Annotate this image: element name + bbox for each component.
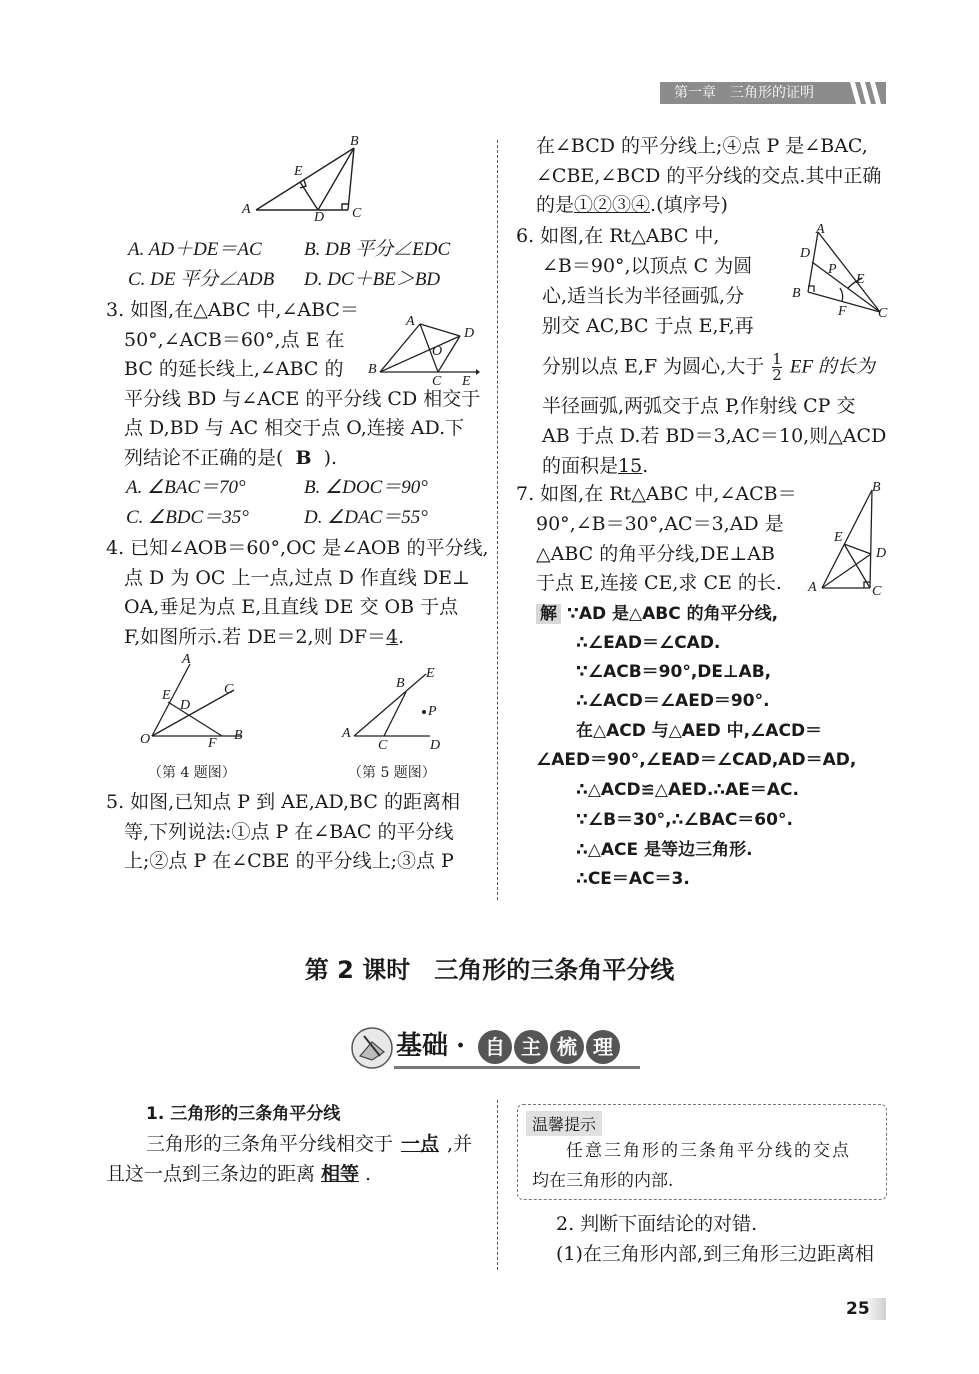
fig5-label-e: E	[426, 666, 435, 681]
q6-line-8	[542, 454, 648, 478]
q2-option-d: D. DC＋BE＞BD	[304, 269, 441, 290]
item1-answer-1: 一点	[401, 1133, 440, 1155]
q6-line-1: 6. 如图,在 Rt△ABC 中,	[516, 225, 720, 247]
q3-line-6	[124, 446, 337, 470]
fig6-label-p: P	[828, 262, 837, 277]
item1-line-1	[146, 1132, 472, 1156]
q6-line-4: 别交 AC,BC 于点 E,F,再	[542, 315, 754, 337]
fig7-label-d: D	[876, 546, 887, 561]
banner-main: 基础	[396, 1031, 449, 1061]
fig4-label-e: E	[162, 688, 171, 703]
page-number: 25	[840, 1298, 886, 1320]
q2-option-a: A. AD＋DE＝AC	[128, 239, 262, 260]
q5-cont-line-1: 在∠BCD 的平分线上;④点 P 是∠BAC,	[536, 135, 868, 157]
figure-q3	[368, 312, 480, 392]
item2-line-1: (1)在三角形内部,到三角形三边距离相	[556, 1243, 874, 1265]
solution-first: ∵AD 是△ABC 的角平分线,	[567, 604, 779, 624]
item1-line2-suffix: .	[365, 1163, 372, 1185]
pen-notebook-icon	[350, 1026, 396, 1070]
solution-line-5: 在△ACD 与△AED 中,∠ACD＝	[576, 721, 823, 741]
q3-answer: B	[295, 447, 312, 469]
item1-line1-prefix: 三角形的三条角平分线相交于	[146, 1133, 394, 1155]
tip-label: 温馨提示	[526, 1111, 602, 1136]
fig4-label-o: O	[140, 732, 151, 747]
q6-line-5	[542, 352, 875, 383]
fig3-label-d: D	[464, 326, 475, 341]
fig7-label-a: A	[808, 580, 817, 595]
fig3-label-b: B	[368, 362, 377, 377]
solution-line-2: ∴∠EAD＝∠CAD.	[576, 633, 721, 653]
solution-line-1	[536, 602, 778, 626]
fig2-label-b: B	[350, 134, 359, 149]
fig2-label-a: A	[242, 202, 251, 217]
q6-line-3: 心,适当长为半径画弧,分	[542, 285, 745, 307]
q3-suffix: ).	[323, 447, 338, 469]
q4-line-1: 4. 已知∠AOB＝60°,OC 是∠AOB 的平分线,	[106, 537, 489, 559]
solution-line-9: ∴△ACE 是等边三角形.	[576, 840, 753, 860]
column-divider-bottom	[497, 1100, 498, 1270]
banner-char-4: 理	[586, 1030, 620, 1064]
q3-option-d: D. ∠DAC＝55°	[304, 507, 428, 528]
fig3-label-c: C	[432, 374, 442, 389]
q3-line-2: 50°,∠ACB＝60°,点 E 在	[124, 329, 345, 351]
fig3-label-e: E	[462, 374, 471, 389]
q5-suffix: .(填序号)	[650, 194, 728, 216]
fig7-label-e: E	[834, 530, 843, 545]
fig4-label-c: C	[224, 682, 234, 697]
solution-label: 解	[536, 604, 561, 624]
q7-line-2: 90°,∠B＝30°,AC＝3,AD 是	[536, 513, 784, 535]
figure-q5	[340, 664, 450, 754]
q3-option-c: C. ∠BDC＝35°	[126, 507, 249, 528]
fig5-label-b: B	[396, 676, 405, 691]
fig6-label-b: B	[792, 286, 801, 301]
fig6-label-d: D	[800, 246, 811, 261]
solution-line-4: ∴∠ACD＝∠AED＝90°.	[576, 691, 770, 711]
q5-line-3: 上;②点 P 在∠CBE 的平分线上;③点 P	[124, 850, 454, 872]
tip-box	[517, 1104, 887, 1200]
fig7-label-c: C	[872, 584, 882, 599]
q6-line-2: ∠B＝90°,以顶点 C 为圆	[542, 255, 753, 277]
solution-line-8: ∵∠B＝30°,∴∠BAC＝60°.	[576, 810, 793, 830]
fig4-label-f: F	[208, 736, 217, 751]
item1-title: 1. 三角形的三条角平分线	[146, 1104, 341, 1124]
item1-line1-suffix: ,并	[447, 1133, 473, 1155]
q3-line-3: BC 的延长线上,∠ABC 的	[124, 358, 344, 380]
q4-answer: 4	[386, 626, 399, 648]
q4-line-3: OA,垂足为点 E,且直线 DE 交 OB 于点	[124, 596, 459, 618]
figure-q2	[238, 134, 368, 228]
q6-frac-num: 1	[772, 350, 782, 368]
solution-line-7: ∴△ACD≌△AED.∴AE＝AC.	[576, 780, 799, 800]
fig2-label-d: D	[314, 210, 325, 225]
fig5-label-p: P	[428, 704, 437, 719]
q4-line-4	[124, 625, 404, 649]
q6-frac-den: 2	[772, 366, 782, 384]
q2-option-b: B. DB 平分∠EDC	[304, 239, 451, 260]
solution-line-6: ∠AED＝90°,∠EAD＝∠CAD,AD＝AD,	[536, 750, 857, 770]
fig6-label-f: F	[838, 304, 847, 319]
banner-char-1: 自	[478, 1030, 512, 1064]
q5-line-2: 等,下列说法:①点 P 在∠BAC 的平分线	[124, 821, 454, 843]
q7-line-1: 7. 如图,在 Rt△ABC 中,∠ACB＝	[516, 483, 797, 505]
q5-prompt: 的是	[536, 194, 575, 216]
column-divider	[497, 140, 498, 900]
header-stripes-icon	[846, 82, 886, 104]
item1-line-2	[106, 1162, 371, 1186]
section-banner	[350, 1024, 640, 1072]
fig6-label-e: E	[856, 272, 865, 287]
q6-prompt: 的面积是	[542, 455, 619, 477]
tip-line-2: 均在三角形的内部.	[532, 1171, 674, 1191]
fig4-label-d: D	[180, 698, 191, 713]
q3-option-a: A. ∠BAC＝70°	[126, 477, 246, 498]
fig3-label-a: A	[406, 314, 415, 329]
chapter-title: 第一章 三角形的证明	[674, 85, 814, 101]
q2-option-c: C. DE 平分∠ADB	[128, 269, 275, 290]
q4-prompt: F,如图所示.若 DE＝2,则 DF＝	[124, 626, 387, 648]
section-title: 第 2 课时 三角形的三条角平分线	[304, 956, 675, 984]
q5-answer: ①②③④	[574, 194, 651, 216]
q4-suffix: .	[398, 626, 405, 648]
fig3-label-o: O	[432, 344, 443, 359]
figure-q6	[788, 222, 892, 322]
q7-line-4: 于点 E,连接 CE,求 CE 的长.	[536, 572, 782, 594]
banner-underline	[394, 1066, 640, 1069]
fig6-label-c: C	[878, 306, 888, 321]
solution-line-3: ∵∠ACB＝90°,DE⊥AB,	[576, 662, 772, 682]
q6-line5-prefix: 分别以点 E,F 为圆心,大于	[542, 355, 765, 378]
fig2-label-c: C	[352, 206, 362, 221]
q3-line-4: 平分线 BD 与∠ACE 的平分线 CD 相交于	[124, 388, 481, 410]
q6-line-7: AB 于点 D.若 BD＝3,AC＝10,则△ACD	[542, 425, 887, 447]
tip-line-1: 任意三角形的三条角平分线的交点	[566, 1141, 851, 1161]
item2-title: 2. 判断下面结论的对错.	[556, 1213, 758, 1235]
item1-answer-2: 相等	[321, 1163, 360, 1185]
fig7-label-b: B	[872, 480, 881, 495]
fig4-label-b: B	[234, 728, 243, 743]
q5-line-1: 5. 如图,已知点 P 到 AE,AD,BC 的距离相	[106, 791, 460, 813]
q6-line-6: 半径画弧,两弧交于点 P,作射线 CP 交	[542, 395, 856, 417]
q5-cont-line-3	[536, 193, 728, 217]
figure-5-caption: （第 5 题图）	[348, 765, 436, 781]
chapter-header	[660, 82, 886, 104]
fig5-label-a: A	[342, 726, 351, 741]
q6-fraction	[772, 352, 782, 383]
fig4-label-a: A	[182, 652, 191, 667]
banner-char-3: 梳	[550, 1030, 584, 1064]
q3-line-1: 3. 如图,在△ABC 中,∠ABC＝	[106, 299, 359, 321]
fig2-label-e: E	[294, 164, 303, 179]
solution-line-10: ∴CE＝AC＝3.	[576, 869, 690, 889]
fig6-label-a: A	[816, 222, 825, 237]
q7-line-3: △ABC 的角平分线,DE⊥AB	[536, 543, 775, 565]
q4-line-2: 点 D 为 OC 上一点,过点 D 作直线 DE⊥	[124, 567, 470, 589]
q3-prompt: 列结论不正确的是(	[124, 447, 284, 469]
fig5-label-d: D	[430, 738, 441, 753]
banner-dot: ·	[456, 1031, 466, 1061]
figure-q4	[138, 652, 258, 752]
item1-line2-prefix: 且这一点到三条边的距离	[106, 1163, 316, 1185]
fig5-label-c: C	[378, 738, 388, 753]
figure-q7	[806, 480, 896, 600]
q5-cont-line-2: ∠CBE,∠BCD 的平分线的交点.其中正确	[536, 165, 882, 187]
banner-char-2: 主	[514, 1030, 548, 1064]
q6-answer: 15	[618, 455, 643, 477]
figure-4-caption: （第 4 题图）	[148, 765, 236, 781]
q6-line5-suffix: EF 的长为	[789, 356, 875, 378]
q3-option-b: B. ∠DOC＝90°	[304, 477, 428, 498]
q6-suffix: .	[642, 455, 649, 477]
q3-line-5: 点 D,BD 与 AC 相交于点 O,连接 AD.下	[124, 417, 465, 439]
